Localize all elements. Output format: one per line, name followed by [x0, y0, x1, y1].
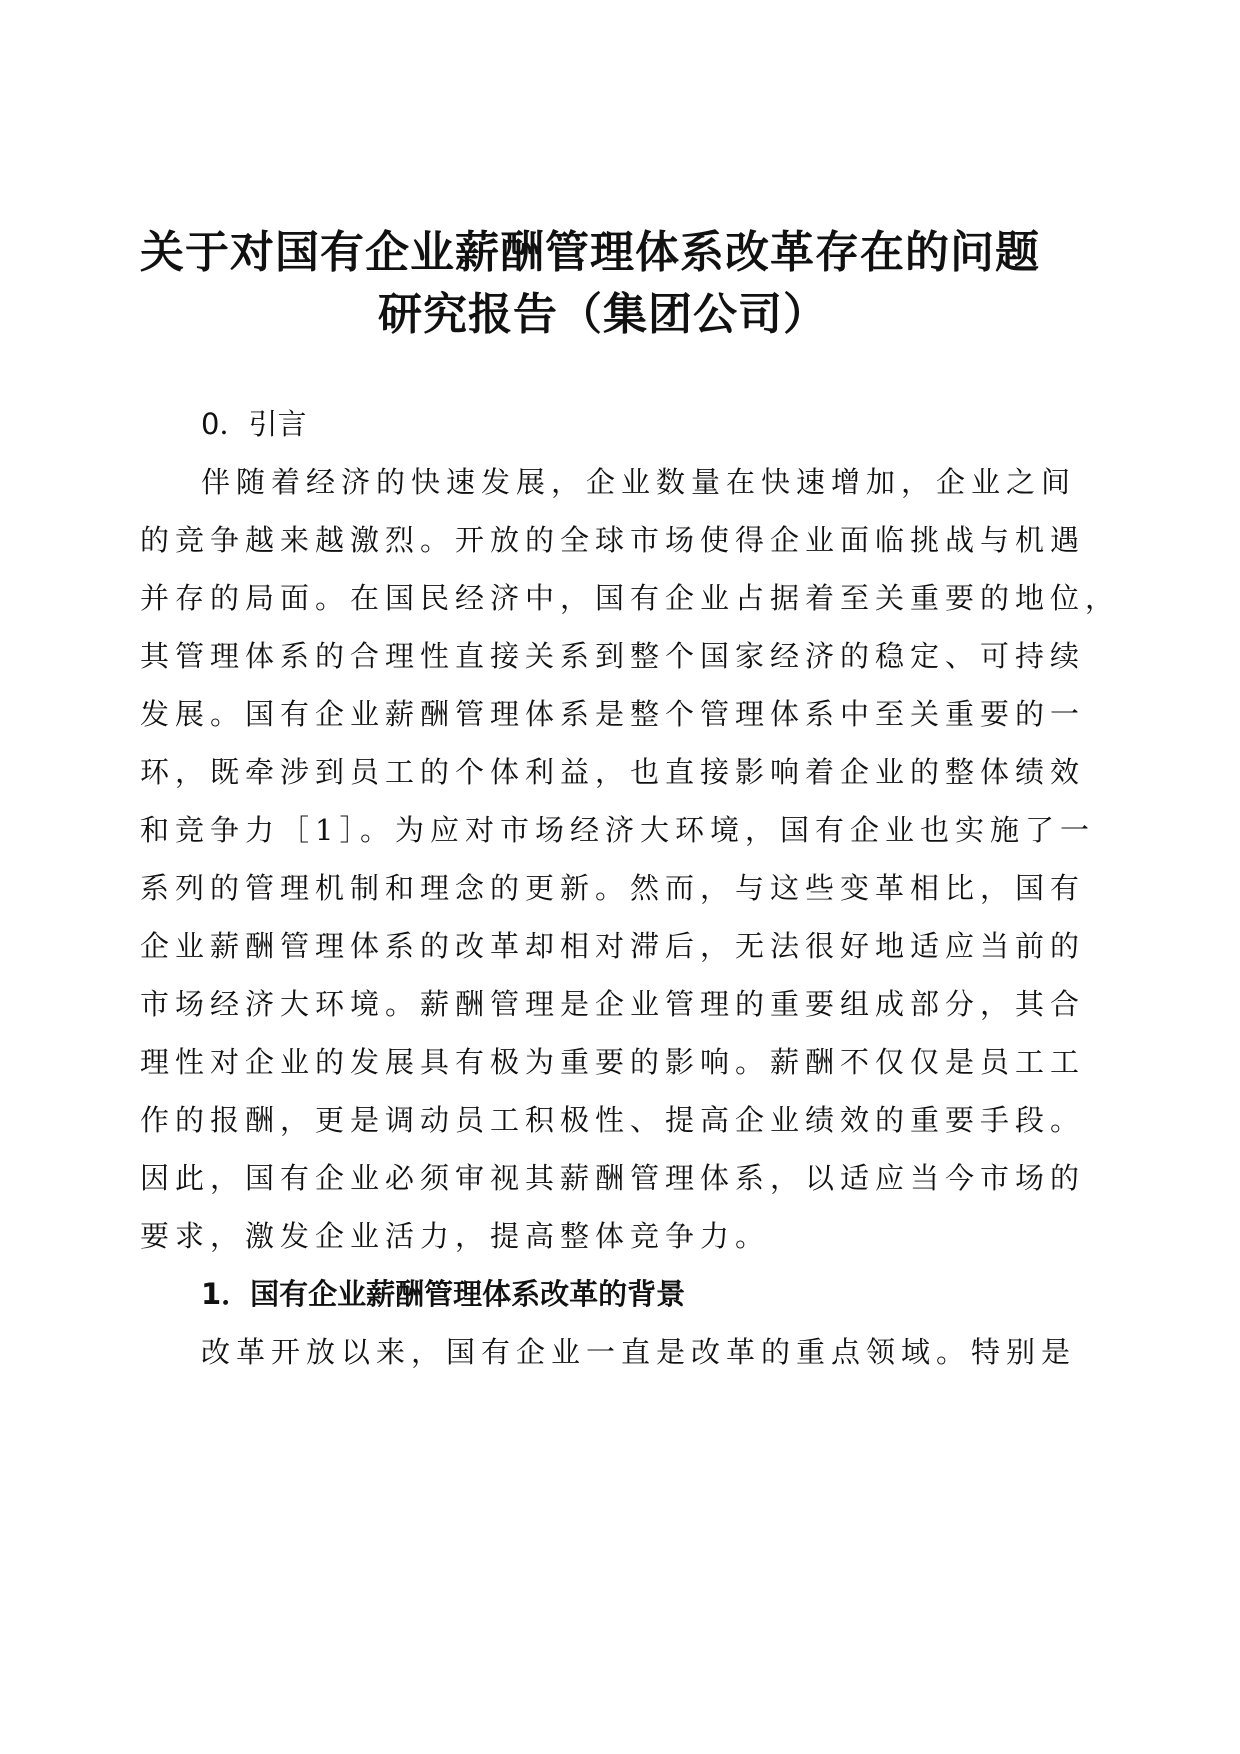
paragraph-line: 因此，国有企业必须审视其薪酬管理体系，以适应当今市场的	[140, 1161, 1086, 1195]
paragraph-line: 理性对企业的发展具有极为重要的影响。薪酬不仅仅是员工工	[140, 1045, 1086, 1079]
paragraph-line: 企业薪酬管理体系的改革却相对滞后，无法很好地适应当前的	[140, 929, 1086, 963]
paragraph-line: 和竞争力［1］。为应对市场经济大环境，国有企业也实施了一	[140, 813, 1095, 847]
paragraph-line: 市场经济大环境。薪酬管理是企业管理的重要组成部分，其合	[140, 987, 1086, 1021]
section-heading-background: 1．国有企业薪酬管理体系改革的背景	[201, 1277, 686, 1311]
paragraph-line: 伴随着经济的快速发展，企业数量在快速增加，企业之间	[201, 465, 1077, 499]
paragraph-line: 的竞争越来越激烈。开放的全球市场使得企业面临挑战与机遇	[140, 523, 1086, 557]
document-title	[140, 222, 1100, 346]
paragraph-line: 作的报酬，更是调动员工积极性、提高企业绩效的重要手段。	[140, 1103, 1086, 1137]
paragraph-line: 环，既牵涉到员工的个体利益，也直接影响着企业的整体绩效	[140, 755, 1086, 789]
paragraph-line: 系列的管理机制和理念的更新。然而，与这些变革相比，国有	[140, 871, 1086, 905]
paragraph-line: 要求，激发企业活力，提高整体竞争力。	[140, 1219, 771, 1253]
section-heading-introduction: 0．引言	[201, 407, 307, 441]
title-line-1: 关于对国有企业薪酬管理体系改革存在的问题	[140, 227, 1040, 278]
paragraph-line: 并存的局面。在国民经济中，国有企业占据着至关重要的地位，	[140, 581, 1121, 615]
title-line-2: 研究报告（集团公司）	[378, 289, 828, 340]
paragraph-line: 发展。国有企业薪酬管理体系是整个管理体系中至关重要的一	[140, 697, 1086, 731]
paragraph-line: 其管理体系的合理性直接关系到整个国家经济的稳定、可持续	[140, 639, 1086, 673]
paragraph-line: 改革开放以来，国有企业一直是改革的重点领域。特别是	[201, 1335, 1077, 1369]
